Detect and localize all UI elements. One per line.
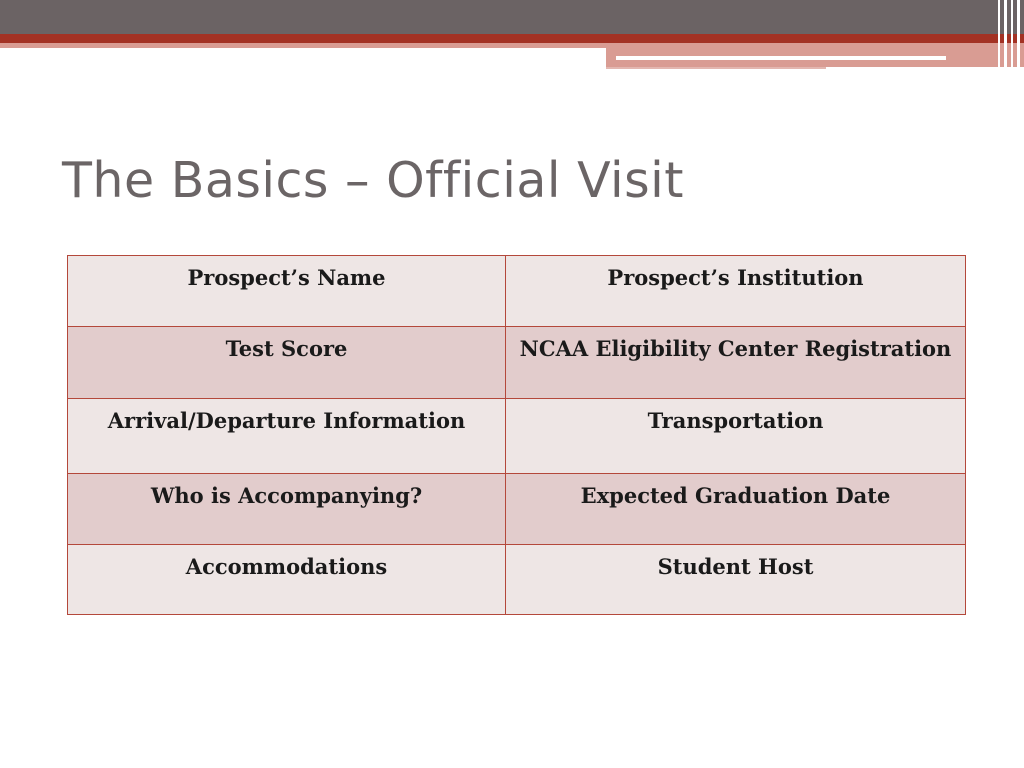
table-row: [68, 327, 966, 399]
table-row: [68, 545, 966, 615]
table-cell: Who is Accompanying?: [68, 474, 506, 545]
table-cell: NCAA Eligibility Center Registration: [506, 327, 966, 399]
header-vertical-stripes: [994, 0, 1024, 70]
header-red-band: [0, 34, 1024, 43]
slide-title: The Basics – Official Visit: [62, 152, 684, 209]
header-pink-line: [0, 43, 610, 48]
table-cell: Prospect’s Name: [68, 256, 506, 327]
table-cell: Arrival/Departure Information: [68, 399, 506, 474]
table-cell: Prospect’s Institution: [506, 256, 966, 327]
header-white-line: [616, 56, 946, 60]
table-row: [68, 399, 966, 474]
table-cell: Student Host: [506, 545, 966, 615]
table-cell: Accommodations: [68, 545, 506, 615]
table-row: [68, 256, 966, 327]
table-cell: Expected Graduation Date: [506, 474, 966, 545]
header-gray-band: [0, 0, 1024, 34]
basics-table: [67, 255, 966, 615]
header-pink-block: [606, 43, 1024, 67]
table-cell: Transportation: [506, 399, 966, 474]
header-accent-line: [606, 67, 826, 69]
table-cell: Test Score: [68, 327, 506, 399]
table-row: [68, 474, 966, 545]
